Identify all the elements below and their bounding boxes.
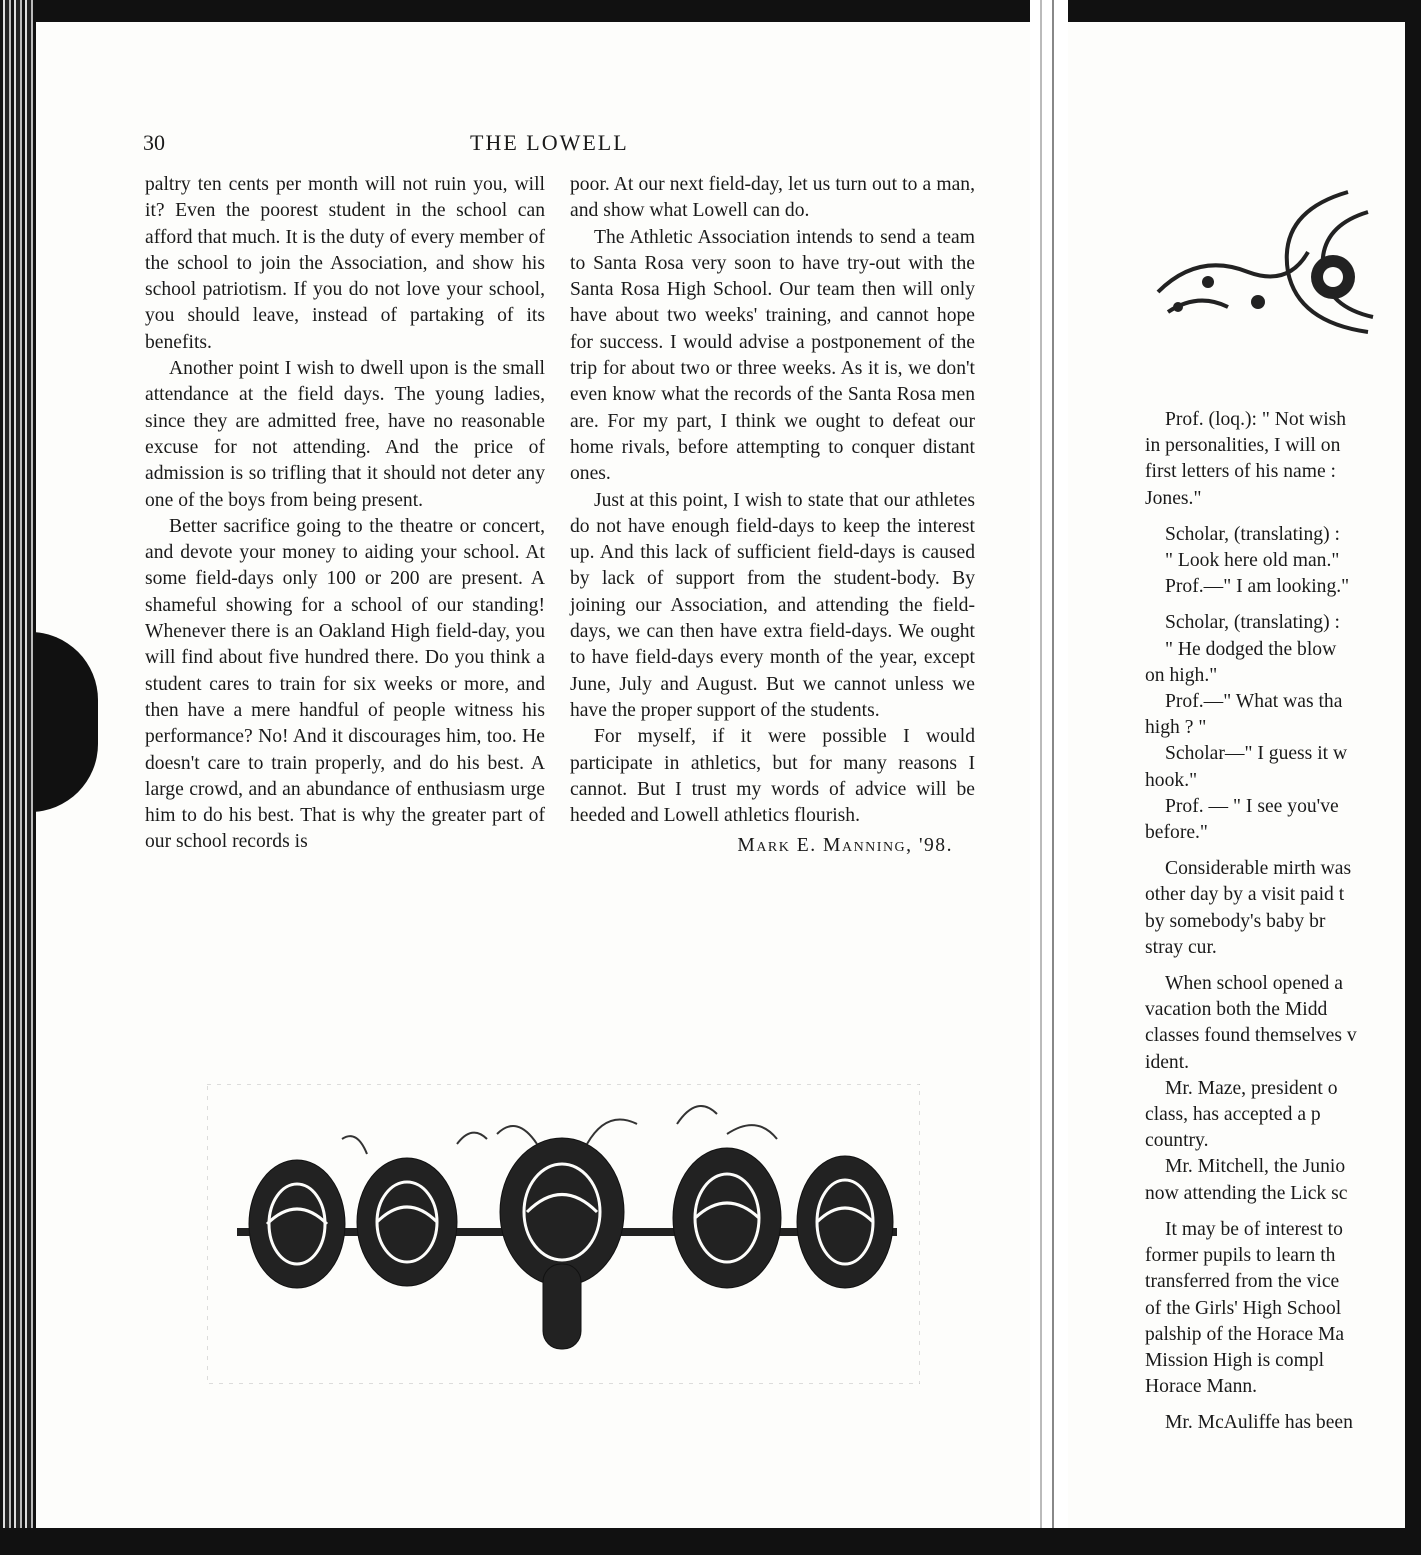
text-line: Prof.—" What was tha: [1165, 691, 1343, 713]
paragraph: Another point I wish to dwell upon is the small attendance at the field days. The young ladies, since they are admitted free, have no reasonable excuse for not attending. And the price of admission is so trifling that it should not deter any one of the boys from being present.: [145, 358, 545, 511]
page-number: 30: [143, 130, 165, 155]
text-line: former pupils to learn th: [1145, 1245, 1336, 1267]
paragraph: For myself, if it were possible I would participate in athletics, but for many reasons I cannot. But I trust my words of advice will be heeded and Lowell athletics flourish.: [570, 726, 975, 827]
scan-border-left: [0, 0, 36, 1555]
text-line: high ? ": [1145, 717, 1207, 739]
column-1: [145, 172, 545, 856]
decorative-headpiece-image: [1148, 182, 1405, 362]
text-line: class, has accepted a p: [1145, 1104, 1321, 1126]
text-line: Scholar, (translating) :: [1165, 523, 1340, 545]
scan-border-bottom: [0, 1528, 1421, 1555]
text-line: hook.": [1145, 769, 1198, 791]
text-line: now attending the Lick sc: [1145, 1182, 1348, 1204]
paragraph: Better sacrifice going to the theatre or concert, and devote your money to aiding your school. At some field-days only 100 or 200 are present. A shameful showing for a school of our standing! Whenever there is an Oakland High field-day, you will find about five hundred there. Do you think a student cares to train for six weeks or more, and then have a mere handful of people witness his performance? No! And it discourages him, too. He doesn't care to train properly, and do his best. A large crowd, and an abundance of enthusiasm urge him to do his best. That is why the greater part of our school records is: [145, 515, 545, 853]
text-line: before.": [1145, 822, 1208, 844]
text-line: stray cur.: [1145, 936, 1217, 958]
text-line: on high.": [1145, 664, 1218, 686]
paragraph: poor. At our next field-day, let us turn out to a man, and show what Lowell can do.: [570, 174, 975, 222]
text-line: Jones.": [1145, 487, 1202, 509]
text-line: When school opened a: [1165, 973, 1343, 995]
author-signature: Mark E. Manning, '98.: [737, 835, 953, 857]
right-page: [1068, 22, 1405, 1528]
text-line: Mr. Mitchell, the Junio: [1165, 1156, 1346, 1178]
text-line: first letters of his name :: [1145, 461, 1336, 483]
text-line: Horace Mann.: [1145, 1376, 1258, 1398]
column-2: [570, 172, 975, 860]
left-page: [36, 22, 1030, 1528]
scan-border-right: [1405, 0, 1421, 1555]
text-line: Mission High is compl: [1145, 1349, 1325, 1371]
text-line: Scholar—" I guess it w: [1165, 743, 1348, 765]
text-line: of the Girls' High School: [1145, 1297, 1342, 1319]
text-line: " He dodged the blow: [1165, 638, 1337, 660]
text-line: in personalities, I will on: [1145, 435, 1341, 457]
text-line: classes found themselves v: [1145, 1025, 1357, 1047]
text-line: other day by a visit paid t: [1145, 884, 1345, 906]
decorative-ornament-image: [207, 1084, 920, 1384]
text-line: Prof. (loq.): " Not wish: [1165, 409, 1347, 430]
text-line: transferred from the vice: [1145, 1271, 1340, 1293]
running-head: THE LOWELL: [470, 130, 629, 155]
text-line: Mr. McAuliffe has been: [1165, 1412, 1353, 1434]
scan-border-top: [0, 0, 1421, 22]
text-line: ident.: [1145, 1051, 1190, 1073]
text-line: Prof. — " I see you've: [1165, 795, 1339, 817]
text-line: Prof.—" I am looking.": [1165, 576, 1350, 598]
text-line: country.: [1145, 1130, 1209, 1152]
text-line: Mr. Maze, president o: [1165, 1077, 1338, 1099]
text-line: " Look here old man.": [1165, 550, 1340, 572]
text-line: palship of the Horace Ma: [1145, 1323, 1345, 1345]
paragraph: Just at this point, I wish to state that our athletes do not have enough field-days to keep the interest up. And this lack of sufficient field-days is caused by lack of support from the student-body. By joining our Association, and attending the field-days, we can then have extra field-days. We ought to have field-days every month of the year, except June, July and August. But we cannot unless we have the proper support of the students.: [570, 489, 975, 721]
paragraph: The Athletic Association intends to send a team to Santa Rosa very soon to have try-out with the Santa Rosa High School. Our team then will only have about two weeks' training, and cannot hope for success. I would advise a postponement of the trip for about two or three weeks. As it is, we don't even know what the records of the Santa Rosa men are. For my part, I think we ought to defeat our home rivals, before attempting to conquer distant ones.: [570, 226, 975, 485]
ink-blot: [36, 632, 98, 812]
text-line: Considerable mirth was: [1165, 858, 1352, 880]
text-line: Scholar, (translating) :: [1165, 612, 1340, 634]
text-line: vacation both the Midd: [1145, 999, 1328, 1021]
right-page-text: [1145, 407, 1405, 1437]
text-line: It may be of interest to: [1165, 1218, 1343, 1240]
page-gutter: [1030, 0, 1068, 1555]
text-line: by somebody's baby br: [1145, 910, 1326, 932]
paragraph: paltry ten cents per month will not ruin you, will it? Even the poorest student in the school can afford that much. It is the duty of every member of the school to join the Association, and show his school patriotism. If you do not love your school, you should leave, instead of partaking of its benefits.: [145, 174, 545, 353]
